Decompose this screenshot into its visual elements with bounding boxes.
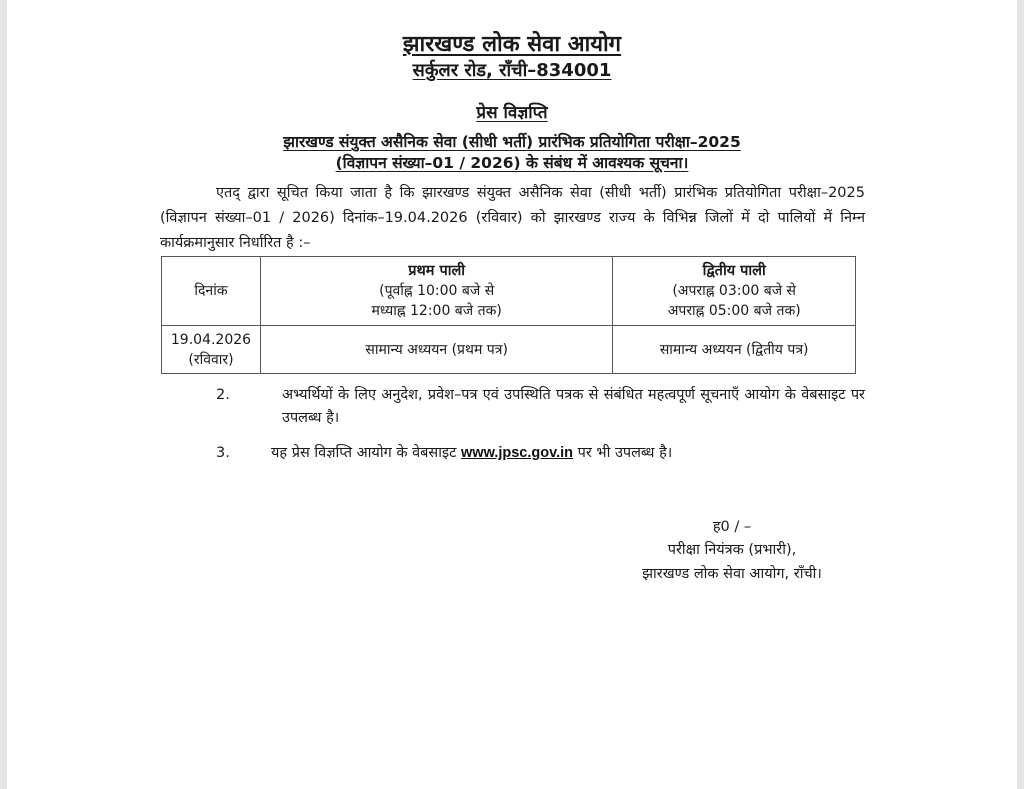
- item-text-before-link: यह प्रेस विज्ञप्ति आयोग के वेबसाइट: [271, 445, 457, 461]
- header-address: [7, 58, 1017, 82]
- item-text-after-link: पर भी उपलब्ध है।: [577, 445, 673, 461]
- press-release-title-text: प्रेस विज्ञप्ति: [476, 103, 548, 123]
- first-shift-time-end: मध्याह्न 12:00 बजे तक): [371, 303, 502, 319]
- subject-heading: [7, 132, 1017, 174]
- exam-schedule-table: [161, 256, 856, 374]
- exam-day: (रविवार): [188, 351, 234, 368]
- subject-line-1: झारखण्ड संयुक्त असैनिक सेवा (सीधी भर्ती) प्रारंभिक प्रतियोगिता परीक्षा–2025: [283, 133, 741, 151]
- exam-date: 19.04.2026: [170, 331, 252, 348]
- signatory-designation: परीक्षा नियंत्रक (प्रभारी),: [667, 542, 797, 558]
- item-number: 3.: [216, 445, 230, 461]
- header-date: दिनांक: [162, 257, 261, 326]
- item-number: 2.: [216, 387, 230, 403]
- header-first-shift: [260, 257, 612, 326]
- table-row: [162, 326, 856, 374]
- header-second-shift: [613, 257, 856, 326]
- website-link[interactable]: www.jpsc.gov.in: [461, 445, 574, 461]
- document-page: [7, 0, 1017, 789]
- intro-paragraph: एतद् द्वारा सूचित किया जाता है कि झारखण्ड संयुक्त असैनिक सेवा (सीधी भर्ती) प्रारंभिक प्रतियोगिता परीक्षा–2025 (विज्ञापन संख्या–01 / 2026) दिनांक–19.04.2026 (रविवार) को झारखण्ड राज्य के विभिन्न जिलों में दो पालियों में निम्न कार्यक्रमानुसार निर्धारित है :–: [160, 185, 865, 251]
- organization-address: सर्कुलर रोड, राँची–834001: [412, 60, 612, 81]
- second-shift-time-start: (अपराह्न 03:00 बजे से: [672, 283, 797, 299]
- press-release-title: [7, 100, 1017, 123]
- organization-name: झारखण्ड लोक सेवा आयोग: [402, 32, 622, 57]
- signature-mark: ह0 / –: [712, 519, 752, 535]
- cell-second-shift-paper: सामान्य अध्ययन (द्वितीय पत्र): [613, 326, 856, 374]
- cell-date: [162, 326, 261, 374]
- first-shift-title: प्रथम पाली: [408, 263, 466, 279]
- cell-first-shift-paper: सामान्य अध्ययन (प्रथम पत्र): [260, 326, 612, 374]
- subject-line-2: (विज्ञापन संख्या–01 / 2026) के संबंध में आवश्यक सूचना।: [335, 154, 689, 172]
- header-organization: [7, 28, 1017, 58]
- item-text: [271, 442, 865, 465]
- signatory-organization: झारखण्ड लोक सेवा आयोग, राँची।: [642, 566, 822, 582]
- item-text: अभ्यर्थियों के लिए अनुदेश, प्रवेश–पत्र एवं उपस्थिति पत्रक से संबंधित महत्वपूर्ण सूचनाएँ आयोग के वेबसाइट पर उपलब्ध है।: [282, 387, 865, 426]
- table-header-row: [162, 257, 856, 326]
- first-shift-time-start: (पूर्वाह्न 10:00 बजे से: [379, 283, 495, 299]
- second-shift-title: द्वितीय पाली: [702, 263, 766, 279]
- second-shift-time-end: अपराह्न 05:00 बजे तक): [667, 303, 801, 319]
